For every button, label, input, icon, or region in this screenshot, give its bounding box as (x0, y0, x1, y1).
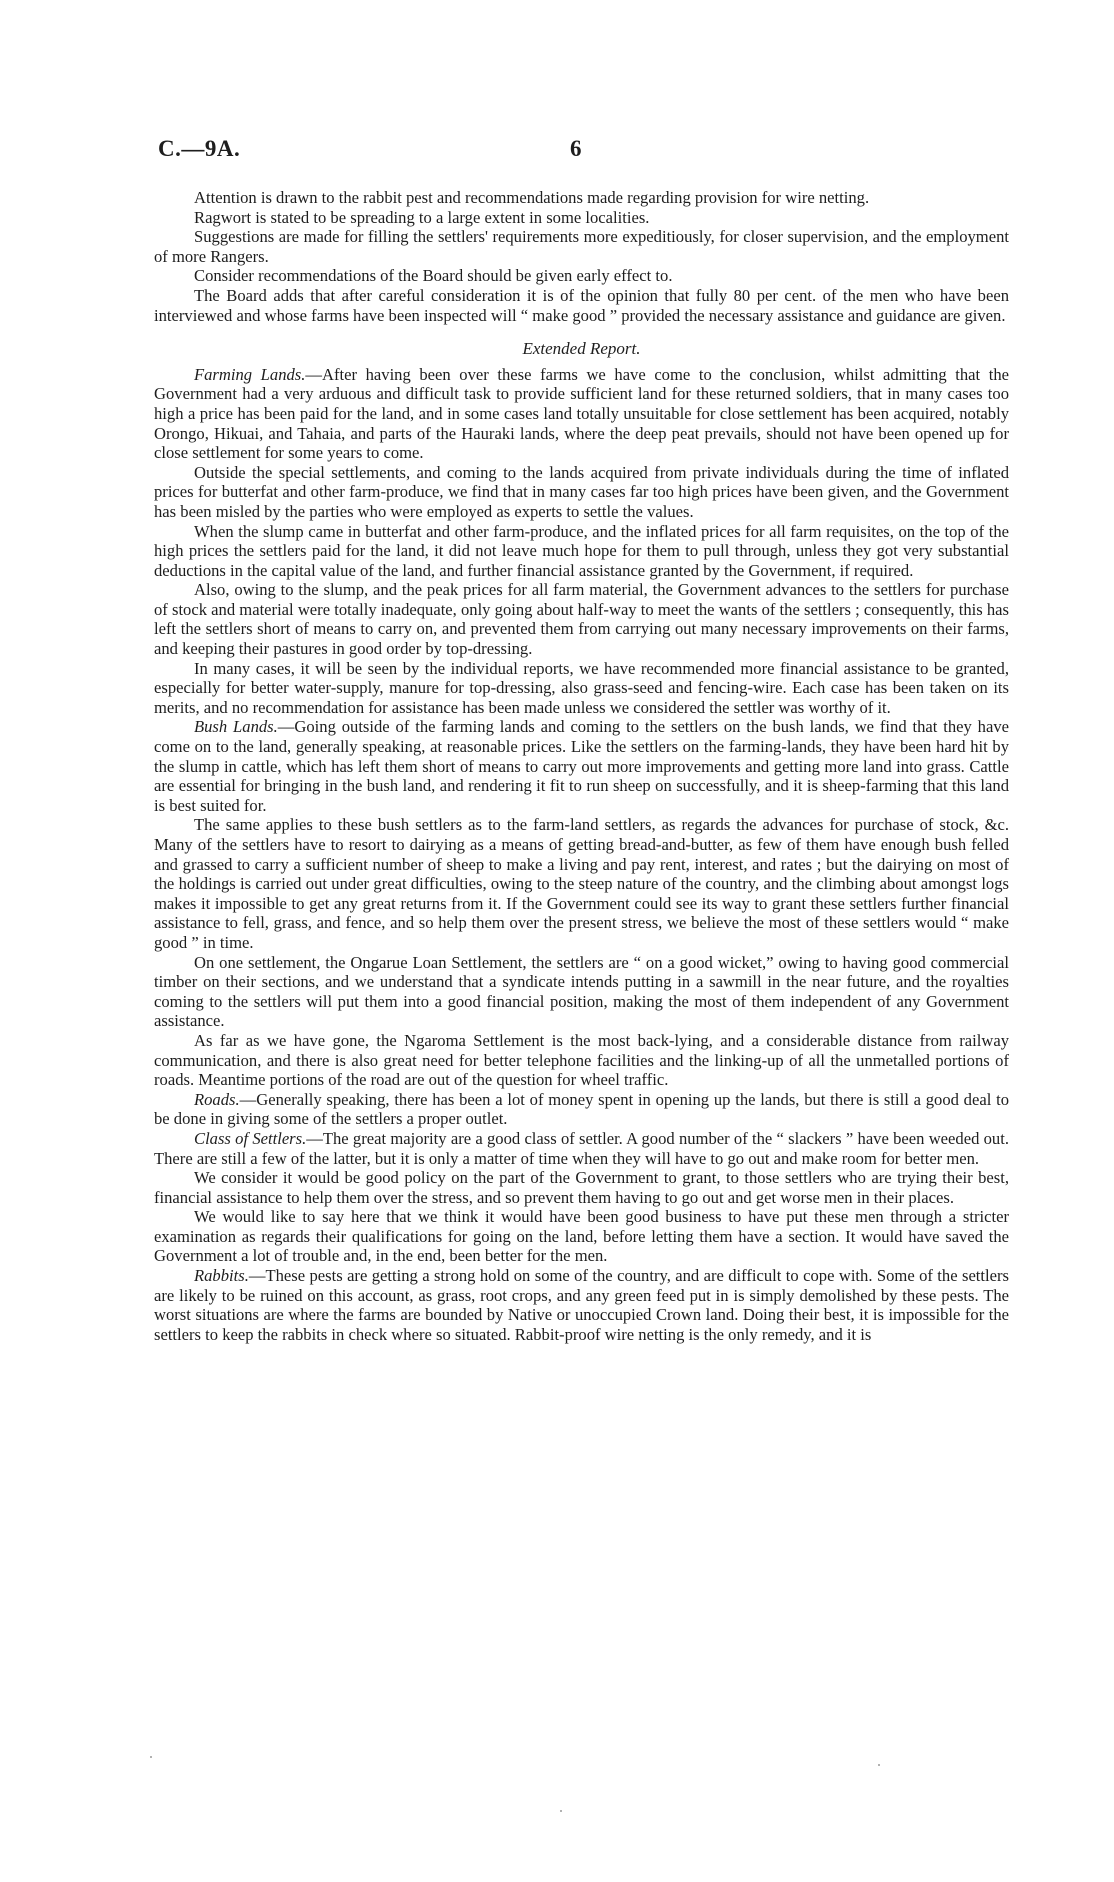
settlers-paragraph-3: We would like to say here that we think it would have been good business to have put these men through a stricter examination as regards their qualifications for going on the land, before letting them have a section. It would have saved the Government a lot of trouble and, in the end, been better for the men. (154, 1207, 1009, 1266)
bush-paragraph-3: On one settlement, the Ongarue Loan Settlement, the settlers are “ on a good wicket,” owing to having good commercial timber on their sections, and we understand that a syndicate intends putting in a sawmill in the near future, and the royalties coming to the settlers will put them into a good financial position, making the most of them independent of any Government assistance. (154, 952, 1009, 1031)
bush-lands-heading: Bush Lands. (194, 717, 278, 737)
roads-text: —Generally speaking, there has been a lot of money spent in opening up the lands, but there is still a good deal to be done in giving some of the settlers a proper outlet. (154, 1089, 1009, 1129)
settlers-heading: Class of Settlers. (194, 1128, 307, 1148)
bush-lands-paragraph (154, 717, 1009, 815)
roads-heading: Roads. (194, 1089, 240, 1109)
rabbits-heading: Rabbits. (194, 1266, 249, 1286)
rabbits-text: —These pests are getting a strong hold on some of the country, and are difficult to cope with. Some of the settlers are likely to be ruined on this account, as grass, root crops, and any green feed put in is simply demolished by these pests. The worst situations are where the farms are bounded by Native or unoccupied Crown land. Doing their best, it is impossible for the settlers to keep the rabbits in check where so situated. Rabbit-proof wire netting is the only remedy, and it is (154, 1266, 1009, 1344)
bush-paragraph-4: As far as we have gone, the Ngaroma Settlement is the most back-lying, and a considerable distance from railway communication, and there is also great need for better telephone facilities and the linking-up of all the unmetalled portions of roads. Meantime portions of the road are out of the question for wheel traffic. (154, 1030, 1009, 1090)
farming-lands-text: —After having been over these farms we have come to the conclusion, whilst admitting that the Government had a very arduous and difficult task to provide sufficient land for these returned soldiers, that in many cases too high a price has been paid for the land, and in some cases land totally unsuitable for close settlement has been acquired, notably Orongo, Hikuai, and Tahaia, and parts of the Hauraki lands, where the deep peat prevails, should not have been opened up for close settlement for some years to come. (154, 364, 1009, 463)
farming-paragraph-5: In many cases, it will be seen by the individual reports, we have recommended more financial assistance to be granted, especially for better water-supply, manure for top-dressing, also grass-seed and fencing-wire. Each case has been taken on its merits, and no recommendation for assistance has been made unless we considered the settler was worthy of it. (154, 658, 1009, 717)
summary-paragraph-suggestions: Suggestions are made for filling the settlers' requirements more expeditiously, for closer supervision, and the employment of more Rangers. (154, 227, 1009, 266)
scan-speck (560, 1810, 562, 1812)
settlers-paragraph (154, 1129, 1009, 1168)
roads-paragraph (154, 1090, 1009, 1129)
scan-speck (150, 1756, 152, 1758)
farming-paragraph-2: Outside the special settlements, and coming to the lands acquired from private individuals during the time of inflated prices for butterfat and other farm-produce, we find that in many cases far too high prices have been given, and the Government has been misled by the parties who were employed as experts to settle the values. (154, 462, 1009, 521)
document-reference: C.—9A. (158, 136, 241, 161)
scan-speck (878, 1764, 880, 1766)
settlers-text: —The great majority are a good class of settler. A good number of the “ slackers ” have been weeded out. There are still a few of the latter, but it is only a matter of time when they will have to go out and make room for better men. (154, 1128, 1009, 1168)
bush-paragraph-2: The same applies to these bush settlers as to the farm-land settlers, as regards the advances for purchase of stock, &c. Many of the settlers have to resort to dairying as a means of getting bread-and-butter, as few of them have enough bush felled and grassed to carry a sufficient number of sheep to make a living and pay rent, interest, and rates ; but the dairying on most of the holdings is carried out under great difficulties, owing to the steep nature of the country, and the climbing about amongst logs makes it impossible to get any great returns from it. If the Government could see its way to grant these settlers further financial assistance to fell, grass, and fence, and so help them over the present stress, we believe the most of these settlers would “ make good ” in time. (154, 815, 1009, 952)
page-header (158, 136, 1014, 170)
settlers-paragraph-2: We consider it would be good policy on the part of the Government to grant, to those settlers who are trying their best, financial assistance to help them over the stress, and so prevent them having to go out and get worse men in their places. (154, 1168, 1009, 1207)
summary-paragraph-board-opinion: The Board adds that after careful consideration it is of the opinion that fully 80 per cent. of the men who have been interviewed and whose farms have been inspected will “ make good ” provided the necessary assistance and guidance are given. (154, 285, 1009, 325)
farming-lands-heading: Farming Lands. (194, 364, 306, 384)
report-body (154, 188, 1009, 1344)
summary-paragraph-ragwort: Ragwort is stated to be spreading to a large extent in some localities. (194, 207, 650, 227)
summary-paragraph-rabbit-pest: Attention is drawn to the rabbit pest and recommendations made regarding provision for wire netting. (194, 188, 870, 207)
farming-lands-paragraph (154, 365, 1009, 463)
rabbits-paragraph (154, 1266, 1009, 1344)
farming-paragraph-3: When the slump came in butterfat and other farm-produce, and the inflated prices for all farm requisites, on the top of the high prices the settlers paid for the land, it did not leave much hope for them to pull through, unless they got very substantial deductions in the capital value of the land, and further financial assistance granted by the Government, if required. (154, 521, 1009, 580)
bush-lands-text: —Going outside of the farming lands and coming to the settlers on the bush lands, we find that they have come on to the land, generally speaking, at reasonable prices. Like the settlers on the farming-lands, they have been hard hit by the slump in cattle, which has left them short of means to carry out more improvements and getting more land into grass. Cattle are essential for bringing in the bush land, and rendering it fit to run sheep on successfully, and it is sheep-farming that this land is best suited for. (154, 717, 1010, 815)
farming-paragraph-4: Also, owing to the slump, and the peak prices for all farm material, the Government advances to the settlers for purchase of stock and material were totally inadequate, only going about half-way to meet the wants of the settlers ; consequently, this has left the settlers short of means to carry on, and prevented them from carrying out many necessary improvements on their farms, and keeping their pastures in good order by top-dressing. (154, 580, 1009, 659)
page-number: 6 (570, 136, 582, 161)
section-title: Extended Report. (522, 339, 641, 359)
summary-paragraph-recommendations: Consider recommendations of the Board should be given early effect to. (194, 266, 673, 286)
